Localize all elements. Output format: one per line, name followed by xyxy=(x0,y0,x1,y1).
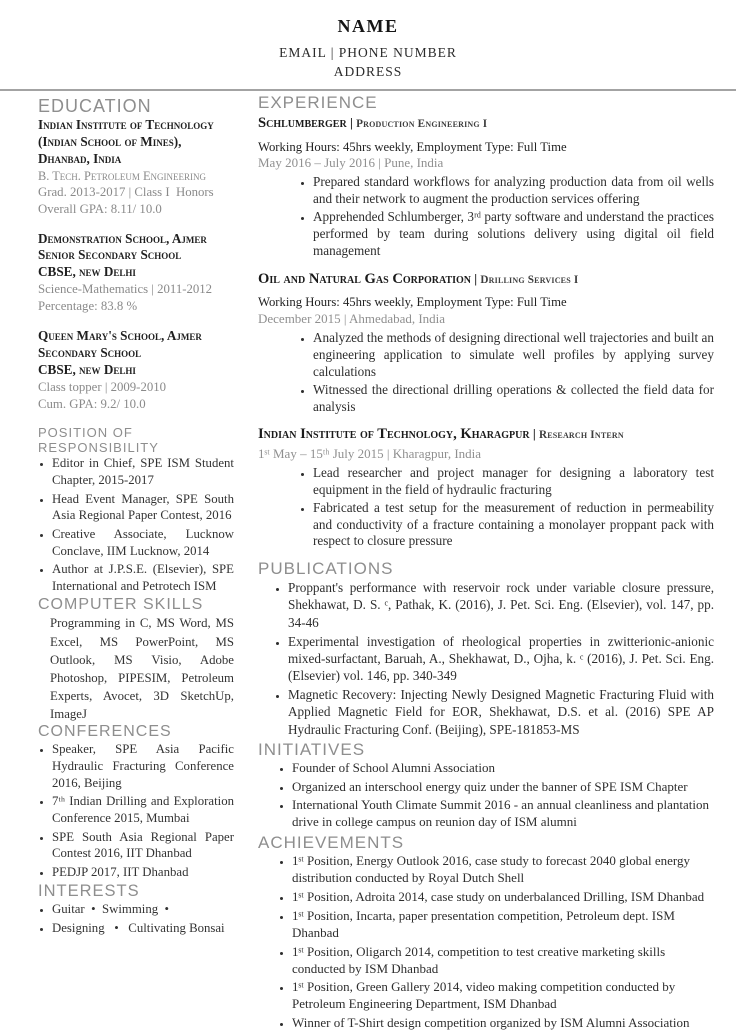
conference-item: • SPE South Asia Regional Paper Contest 2016, IIT Dhanbad xyxy=(52,829,234,862)
education-entry-details xyxy=(38,184,234,218)
interest-item: • Designing • Cultivating Bonsai xyxy=(52,920,234,937)
achievement-item: • 1ˢᵗ Position, Energy Outlook 2016, case study to forecast 2040 global energy distribution conducted by Royal Dutch Shell xyxy=(292,853,714,887)
achievement-item: • 1ˢᵗ Position, Adroita 2014, case study on underbalanced Drilling, ISM Dhanbad xyxy=(292,889,714,906)
interests-title: INTERESTS xyxy=(38,882,140,901)
resume-header xyxy=(0,16,736,80)
education-detail-line: Overall GPA: 8.11/ 10.0 xyxy=(38,201,162,216)
initiative-item: • Organized an interschool energy quiz under the banner of SPE ISM Chapter xyxy=(292,779,714,796)
job-title xyxy=(258,269,714,289)
responsibility-item: • Head Event Manager, SPE South Asia Regional Paper Contest, 2016 xyxy=(52,491,234,524)
interests-list xyxy=(38,901,234,936)
education-detail-line: Grad. 2013-2017 | Class I Honors xyxy=(38,184,214,199)
job-meta: Working Hours: 45hrs weekly, Employment Type: Full Time xyxy=(258,295,567,310)
job-title-separator: | xyxy=(346,115,357,130)
job-dates: 1ˢᵗ May – 15ᵗʰ July 2015 | Kharagpur, India xyxy=(258,445,482,461)
publication-item: • Experimental investigation of rheological properties in zwitterionic-anionic mixed-surfactant, Baruah, A., Shekhawat, D., Ojha, k. ᶜ (2016), J. Pet. Sci. Eng. (Elsevier) vol. 146, pp. 340-349 xyxy=(288,633,714,684)
achievement-item: • 1ˢᵗ Position, Incarta, paper presentation competition, Petroleum dept. ISM Dhanbad xyxy=(292,908,714,942)
computer-skills-title: COMPUTER SKILLS xyxy=(38,596,204,614)
section-computer-skills xyxy=(38,596,234,723)
education-name-line: Senior Secondary School xyxy=(38,247,182,263)
initiatives-title: INITIATIVES xyxy=(258,739,366,759)
responsibility-item: • Creative Associate, Lucknow Conclave, IIM Lucknow, 2014 xyxy=(52,526,234,559)
contact-line: EMAIL | PHONE NUMBER xyxy=(279,45,457,60)
section-interests xyxy=(38,882,234,936)
company-name: Oil and Natural Gas Corporation xyxy=(258,270,472,287)
initiative-item: • Founder of School Alumni Association xyxy=(292,760,714,777)
interest-item: • Guitar • Swimming • xyxy=(52,901,234,918)
publications-list xyxy=(258,579,714,737)
education-detail-line: Percentage: 83.8 % xyxy=(38,299,138,314)
conferences-title: CONFERENCES xyxy=(38,723,172,741)
job-role: Production Engineering I xyxy=(356,118,488,130)
job-title xyxy=(258,424,714,444)
job-entry xyxy=(258,424,714,550)
responsibility-title: POSITION OF RESPONSIBILITY xyxy=(38,425,159,456)
publication-item: • Magnetic Recovery: Injecting Newly Designed Magnetic Fracturing Fluid with Applied Magnetic Field for EOR, Shekhawat, D.S. et al. (2016) SPE AP Hydraulic Fracturing Conf. (Beijing), SPE-181853-MS xyxy=(288,686,714,737)
conference-item: • 7ᵗʰ Indian Drilling and Exploration Conference 2015, Mumbai xyxy=(52,793,234,826)
responsibility-list xyxy=(38,455,234,594)
job-bullets xyxy=(258,465,714,550)
education-entry-name xyxy=(38,117,234,168)
header-divider xyxy=(0,89,736,91)
job-entry xyxy=(258,269,714,416)
achievements-list xyxy=(258,853,714,1032)
education-name-line: Indian Institute of Technology (Indian School of Mines), Dhanbad, India xyxy=(38,117,214,166)
job-entry xyxy=(258,113,714,260)
publication-item: • Proppant's performance with reservoir rock under variable closure pressure, Shekhawat, D. S. ᶜ, Pathak, K. (2016), J. Pet. Sci. Eng. (Elsevier), vol. 147, pp. 34-46 xyxy=(288,579,714,630)
job-bullet: • Prepared standard workflows for analyzing production data from oil wells and their network to augment the production services offering xyxy=(313,174,714,208)
education-name-line: Demonstration School, Ajmer xyxy=(38,230,207,246)
right-column xyxy=(258,93,714,1034)
left-column xyxy=(38,96,234,939)
job-role: Drilling Services I xyxy=(480,273,579,286)
address-line: ADDRESS xyxy=(333,64,403,79)
job-role: Research Intern xyxy=(538,429,624,442)
initiative-item: • International Youth Climate Summit 2016 - an annual cleanliness and plantation drive in college campus on reunion day of ISM alumni xyxy=(292,797,714,831)
job-bullet: • Analyzed the methods of designing directional well trajectories and built an engineering application to simulate well profiles by applying survey calculations xyxy=(313,330,714,381)
section-education xyxy=(38,96,234,412)
job-title-separator: | xyxy=(529,426,539,442)
job-dates: December 2015 | Ahmedabad, India xyxy=(258,311,446,327)
achievements-title: ACHIEVEMENTS xyxy=(258,833,405,853)
education-entry-details xyxy=(38,281,234,315)
responsibility-item: • Editor in Chief, SPE ISM Student Chapter, 2015-2017 xyxy=(52,455,234,488)
job-bullet: • Witnessed the directional drilling operations & collected the field data for analysis xyxy=(313,382,714,416)
education-detail-line: Class topper | 2009-2010 xyxy=(38,379,167,394)
achievement-item: • Winner of T-Shirt design competition organized by ISM Alumni Association xyxy=(292,1015,714,1032)
candidate-name: NAME xyxy=(337,16,399,36)
section-achievements xyxy=(258,833,714,1032)
job-bullets xyxy=(258,330,714,415)
education-detail-line: Science-Mathematics | 2011-2012 xyxy=(38,282,213,297)
achievement-item: • 1ˢᵗ Position, Oligarch 2014, competition to test creative marketing skills conducted by ISM Dhanbad xyxy=(292,944,714,978)
education-entry xyxy=(38,231,234,315)
education-name-line: CBSE, new Delhi xyxy=(38,264,136,280)
initiatives-list xyxy=(258,760,714,832)
job-bullet: • Lead researcher and project manager for designing a laboratory test equipment in the field of hydraulic fracturing xyxy=(313,465,714,499)
achievement-item: • 1ˢᵗ Position, Green Gallery 2014, video making competition conducted by Petroleum Engineering Department, ISM Dhanbad xyxy=(292,979,714,1013)
conference-item: • Speaker, SPE Asia Pacific Hydraulic Fracturing Conference 2016, Beijing xyxy=(52,741,234,791)
company-name: Indian Institute of Technology, Kharagpur xyxy=(258,426,530,443)
publications-title: PUBLICATIONS xyxy=(258,559,394,579)
education-entry-name xyxy=(38,328,234,379)
job-dates: May 2016 – July 2016 | Pune, India xyxy=(258,155,444,171)
section-publications xyxy=(258,559,714,737)
job-bullet: • Apprehended Schlumberger, 3ʳᵈ party software and understand the practices performed by team during solutions delivery using digital oil field management xyxy=(313,209,714,260)
education-name-line: CBSE, new Delhi xyxy=(38,361,136,377)
education-entry-name xyxy=(38,231,234,282)
job-title-separator: | xyxy=(471,270,481,286)
education-detail-line: Cum. GPA: 9.2/ 10.0 xyxy=(38,396,146,411)
job-title xyxy=(258,113,714,133)
company-name: Schlumberger xyxy=(258,115,347,131)
education-entry-details xyxy=(38,379,234,413)
section-responsibility xyxy=(38,425,234,594)
section-experience xyxy=(258,93,714,550)
education-entry xyxy=(38,328,234,412)
education-entry xyxy=(38,117,234,218)
responsibility-item: • Author at J.P.S.E. (Elsevier), SPE International and Petrotech ISM xyxy=(52,561,234,594)
job-meta: Working Hours: 45hrs weekly, Employment Type: Full Time xyxy=(258,139,567,154)
conferences-list xyxy=(38,741,234,880)
job-bullet: • Fabricated a test setup for the measurement of reduction in permeability and conductivity of a fracture containing a monolayer proppant pack with respect to closure pressure xyxy=(313,500,714,551)
job-bullets xyxy=(258,174,714,259)
section-initiatives xyxy=(258,740,714,832)
education-name-line: Queen Mary's School, Ajmer xyxy=(38,328,202,344)
computer-skills-text: Programming in C, MS Word, MS Excel, MS PowerPoint, MS Outlook, MS Visio, Adobe Photoshop, PIPESIM, Petroleum Experts, Avocet, 3D SketchUp, ImageJ xyxy=(50,616,234,722)
education-entry-degree: B. Tech. Petroleum Engineering xyxy=(38,168,207,183)
experience-title: EXPERIENCE xyxy=(258,93,378,112)
education-name-line: Secondary School xyxy=(38,344,142,360)
education-title: EDUCATION xyxy=(38,96,152,116)
section-conferences xyxy=(38,723,234,880)
conference-item: • PEDJP 2017, IIT Dhanbad xyxy=(52,864,234,881)
